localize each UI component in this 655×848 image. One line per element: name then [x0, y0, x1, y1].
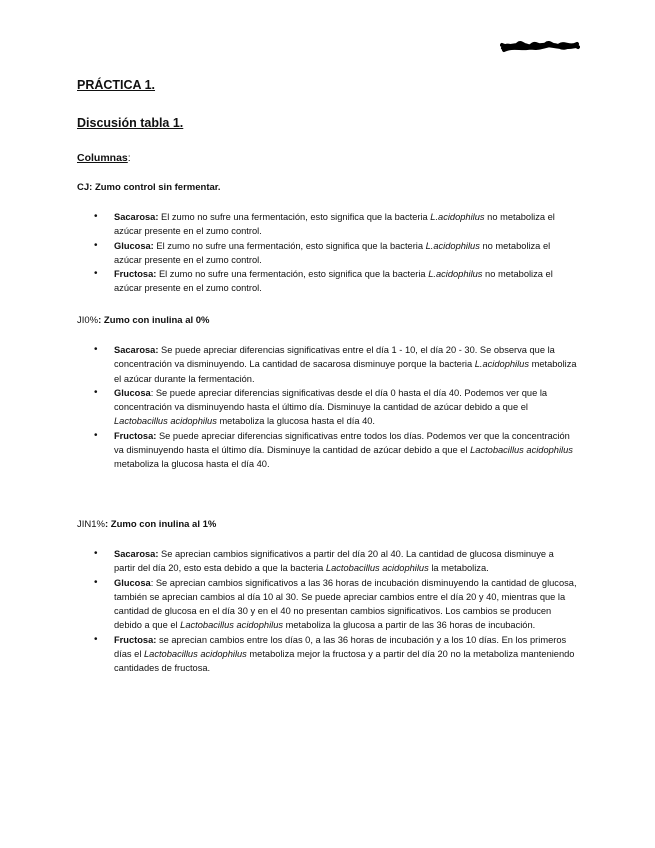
list-item: • Glucosa: Se puede apreciar diferencias significativas desde el día 0 hasta el día 40. Podemos ver que la concentración va disminuyendo hasta el último día. Disminuye la cantidad de azúcar debido a que el Lactobacillus acidophilus metaboliza la glucosa hasta el día 40. [77, 386, 577, 429]
list-cj [77, 210, 577, 296]
list-item: • Glucosa: Se aprecian cambios significativos a las 36 horas de incubación disminuyendo la cantidad de glucosa, también se aprecian cambios al día 10 al 30. Se puede apreciar cambios entre el día 20 y 40, mientras que la cantidad de glucosa en el día 30 y en el 40 no presentan cambios significativos. Los cambios se producen debido a que el Lactobacillus acidophilus metaboliza la glucosa a partir de las 36 horas de incubación. [77, 576, 577, 633]
list-item: • Sacarosa: Se puede apreciar diferencias significativas entre el día 1 - 10, el día 20 - 30. Se observa que la concentración va disminuyendo. La cantidad de sacarosa disminuye porque la bacteria L.acidophilus metaboliza el azúcar durante la fermentación. [77, 343, 577, 386]
section-title-cj: CJ: Zumo control sin fermentar. [77, 182, 221, 193]
section-title-jin1: JIN1%: Zumo con inulina al 1% [77, 519, 217, 530]
columns-heading [77, 152, 131, 164]
list-jin1 [77, 547, 577, 676]
list-item: • Glucosa: El zumo no sufre una fermentación, esto significa que la bacteria L.acidophilus no metaboliza el azúcar presente en el zumo control. [77, 239, 577, 268]
list-item: • Fructosa: El zumo no sufre una fermentación, esto significa que la bacteria L.acidophilus no metaboliza el azúcar presente en el zumo control. [77, 267, 577, 296]
list-item: • Fructosa: se aprecian cambios entre los días 0, a las 36 horas de incubación y a los 10 días. En los primeros días el Lactobacillus acidophilus metaboliza mejor la fructosa y a partir del día 20 no la metaboliza manteniendo cantidades de fructosa. [77, 633, 577, 676]
section-heading: Discusión tabla 1. [77, 116, 184, 130]
columns-colon: : [127, 152, 131, 164]
list-item: • Sacarosa: El zumo no sufre una fermentación, esto significa que la bacteria L.acidophilus no metaboliza el azúcar presente en el zumo control. [77, 210, 577, 239]
list-item: • Fructosa: Se puede apreciar diferencias significativas entre todos los días. Podemos ver que la concentración va disminuyendo hasta el último día. Disminuye la cantidad de azúcar debido a que el Lactobacillus acidophilus metaboliza la glucosa hasta el día 40. [77, 429, 577, 472]
section-title-ji0: JI0%: Zumo con inulina al 0% [77, 315, 210, 326]
redacted-name-scribble [500, 34, 580, 56]
columns-label: Columnas [77, 152, 128, 164]
page-title: PRÁCTICA 1. [77, 78, 156, 92]
list-item: • Sacarosa: Se aprecian cambios significativos a partir del día 20 al 40. La cantidad de glucosa disminuye a partir del día 20, esto esta debido a que la bacteria Lactobacillus acidophilus la metaboliza. [77, 547, 577, 576]
list-ji0 [77, 343, 577, 472]
